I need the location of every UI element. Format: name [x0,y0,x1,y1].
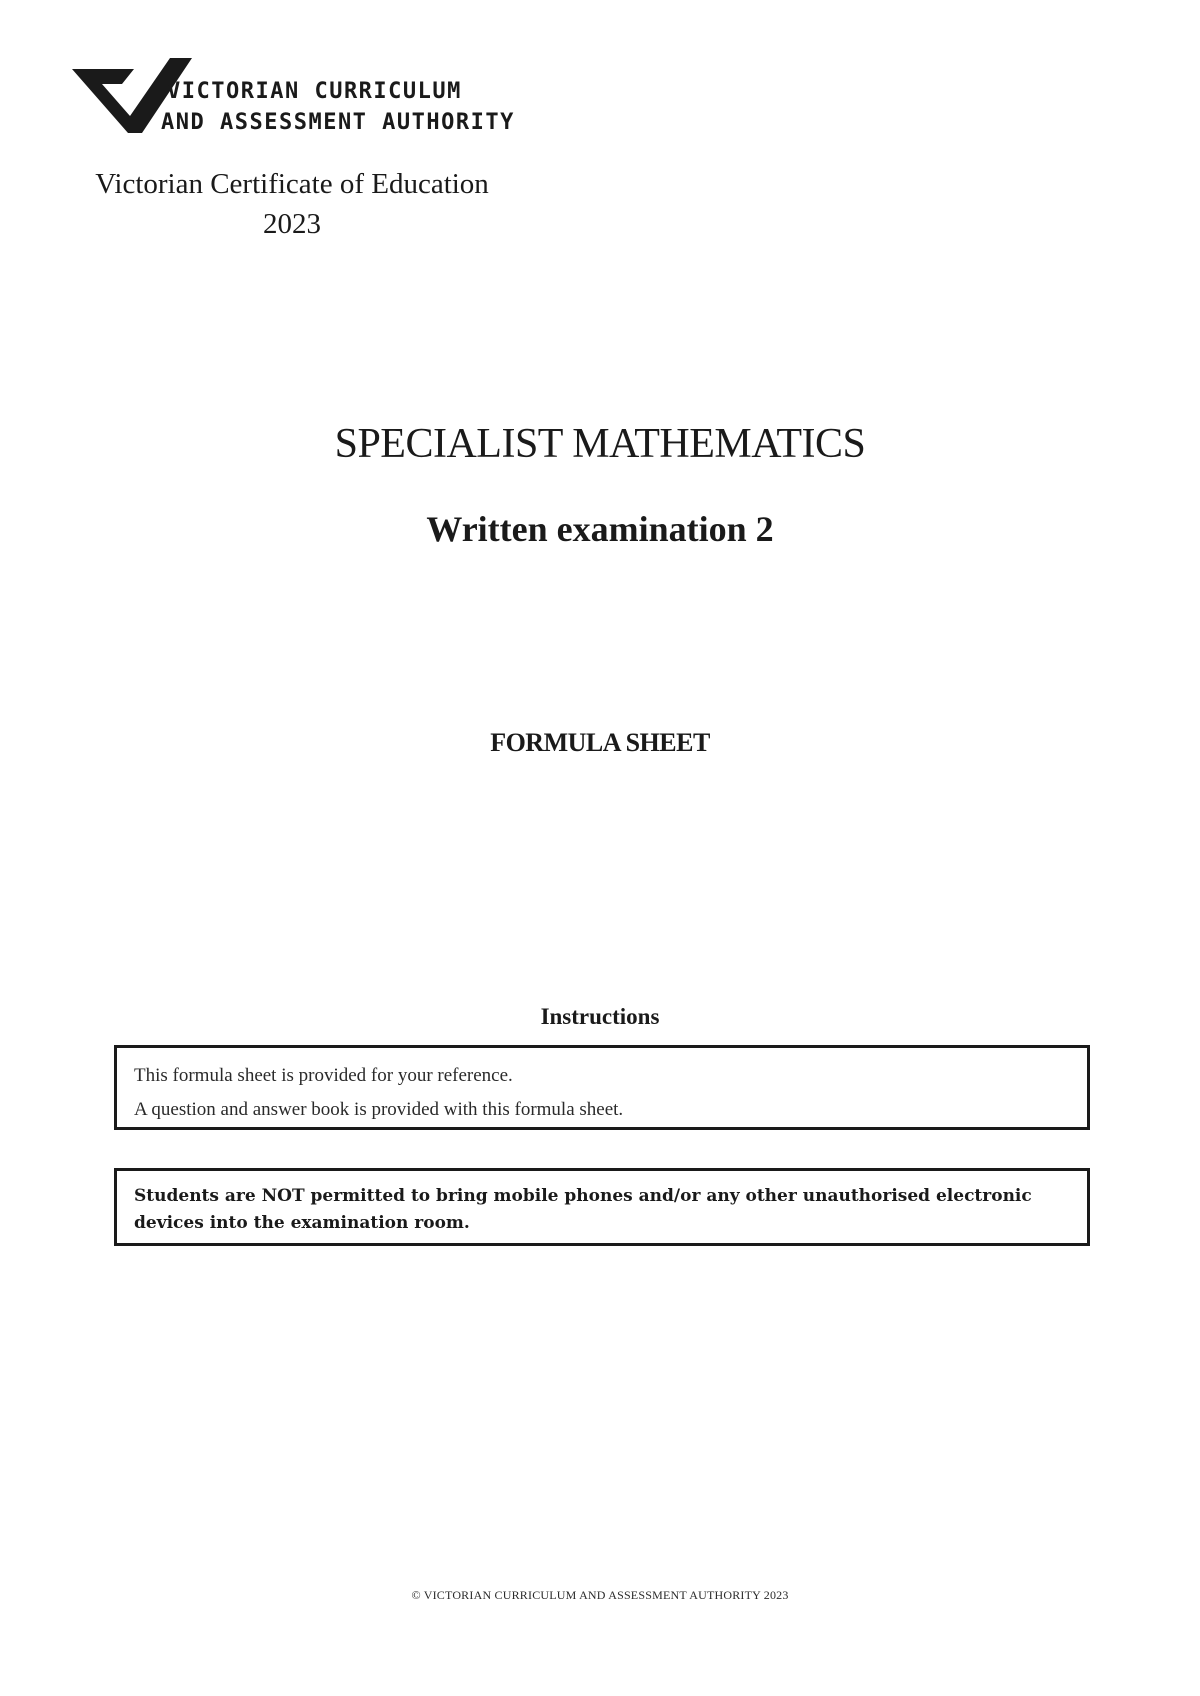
certificate-block [72,164,512,244]
instruction-line: A question and answer book is provided with this formula sheet. [134,1099,624,1120]
warning-box [114,1168,1090,1246]
certificate-year: 2023 [263,208,321,240]
instruction-line: This formula sheet is provided for your reference. [134,1065,513,1086]
warning-text: Students are NOT permitted to bring mobile phones and/or any other unauthorised electronic devices into the examination room. [134,1186,1032,1233]
instructions-heading: Instructions [540,1004,660,1029]
certificate-title: Victorian Certificate of Education [95,168,489,200]
vcaa-logo [72,56,515,136]
copyright-footer: © VICTORIAN CURRICULUM AND ASSESSMENT AUTHORITY 2023 [411,1588,789,1602]
formula-sheet-label: FORMULA SHEET [490,728,710,757]
instructions-box [114,1045,1090,1130]
subject-title: SPECIALIST MATHEMATICS [334,421,866,467]
organisation-name [161,76,515,138]
organisation-name-line2: AND ASSESSMENT AUTHORITY [161,110,515,135]
organisation-name-line1: VICTORIAN CURRICULUM [167,79,462,104]
exam-subtitle: Written examination 2 [426,509,774,549]
